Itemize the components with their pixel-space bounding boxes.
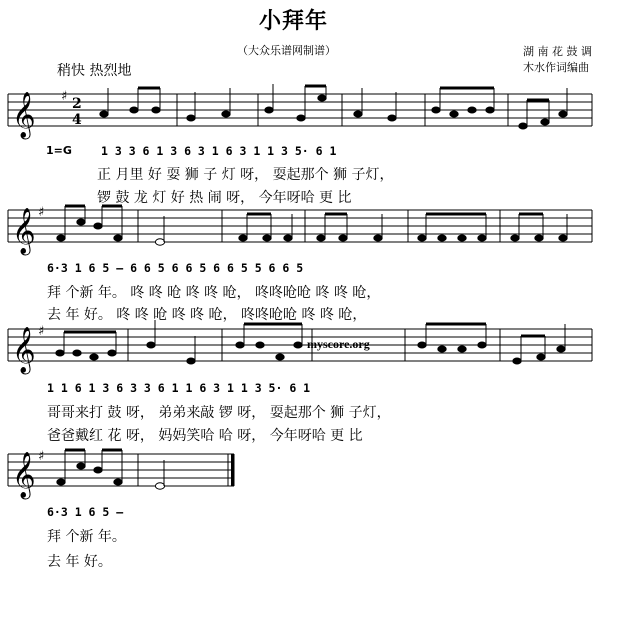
jianpu-row-3: 1 1 6 1 3 6 3 3 6 1 1 6 3 1 1 3 5· 6 1 (47, 381, 311, 395)
lyrics-row-2-verse-1: 拜 个新 年。 咚 咚 呛 咚 咚 呛， 咚咚呛呛 咚 咚 呛， (47, 285, 381, 301)
treble-clef-icon (12, 92, 36, 500)
svg-text:𝄞: 𝄞 (12, 327, 36, 373)
publisher-note: （大众乐谱网制谱） (237, 44, 336, 57)
lyrics-row-3-verse-1: 哥哥来打 鼓 呀， 弟弟来敲 锣 呀， 耍起那个 狮 子灯， (47, 405, 391, 421)
tempo-marking: 稍快 热烈地 (57, 63, 132, 79)
credits-note: 木水作词编曲 (523, 61, 589, 74)
jianpu-row-4: 6·3 1 6 5 – (47, 505, 124, 519)
source-note: 湖 南 花 鼓 调 (523, 45, 592, 58)
lyrics-row-2-verse-2: 去 年 好。 咚 咚 呛 咚 咚 呛， 咚咚呛呛 咚 咚 呛， (47, 307, 367, 323)
jianpu-row-2: 6·3 1 6 5 – 6 6 5 6 6 5 6 6 5 5 6 6 5 (47, 261, 304, 275)
watermark: myscore.org (307, 337, 370, 351)
svg-text:♯: ♯ (38, 449, 45, 464)
svg-text:♯: ♯ (38, 324, 45, 339)
song-title: 小拜年 (259, 9, 329, 34)
svg-text:2: 2 (72, 96, 82, 112)
lyrics-row-4-verse-1: 拜 个新 年。 (47, 529, 126, 545)
svg-text:𝄞: 𝄞 (12, 452, 36, 498)
svg-text:𝄞: 𝄞 (12, 92, 36, 138)
svg-text:♯: ♯ (38, 205, 45, 220)
lyrics-row-1-verse-2: 锣 鼓 龙 灯 好 热 闹 呀， 今年呀哈 更 比 (97, 190, 352, 206)
lyrics-row-4-verse-2: 去 年 好。 (47, 554, 112, 570)
svg-text:𝄞: 𝄞 (12, 208, 36, 254)
jianpu-row-1: 1 3 3 6 1 3 6 3 1 6 3 1 1 3 5· 6 1 (101, 144, 337, 158)
key-marker: 1=G (46, 144, 72, 157)
time-signature (72, 96, 82, 128)
svg-text:♯: ♯ (61, 89, 68, 104)
lyrics-row-1-verse-1: 正 月里 好 耍 狮 子 灯 呀， 耍起那个 狮 子灯， (97, 167, 394, 183)
svg-text:4: 4 (72, 112, 82, 128)
lyrics-row-3-verse-2: 爸爸戴红 花 呀， 妈妈笑哈 哈 呀， 今年呀哈 更 比 (47, 428, 363, 444)
